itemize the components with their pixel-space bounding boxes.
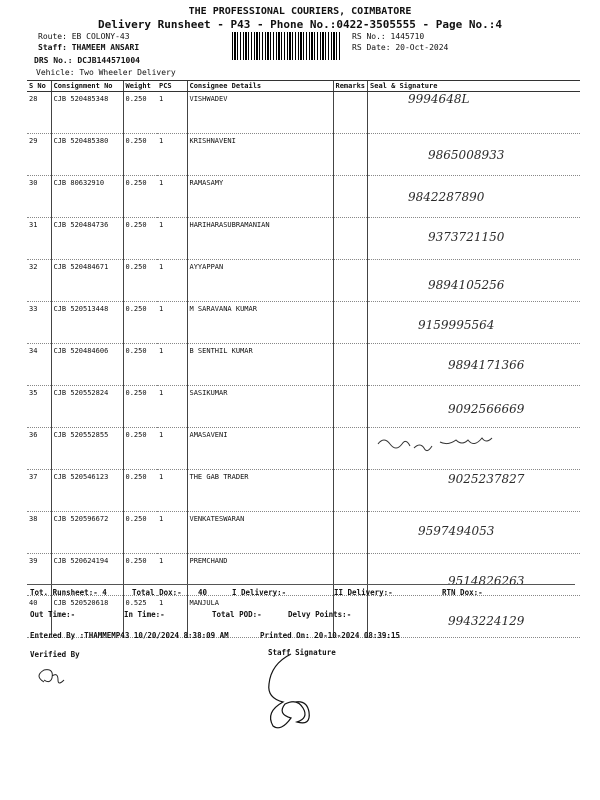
row-weight: 0.250 bbox=[123, 344, 157, 386]
row-pcs: 1 bbox=[157, 428, 187, 470]
col-consignee: Consignee Details bbox=[187, 81, 333, 92]
row-sno: 39 bbox=[27, 554, 51, 596]
row-consignee: VISHWADEV bbox=[187, 92, 333, 134]
staff: Staff: THAMEEM ANSARI bbox=[38, 43, 140, 52]
row-remarks bbox=[333, 512, 368, 554]
row-weight: 0.250 bbox=[123, 260, 157, 302]
row-remarks bbox=[333, 92, 368, 134]
row-pcs: 1 bbox=[157, 344, 187, 386]
table-row bbox=[27, 554, 580, 596]
row-weight: 0.250 bbox=[123, 554, 157, 596]
row-consignment: CJB 520484736 bbox=[51, 218, 123, 260]
row-consignee: PREMCHAND bbox=[187, 554, 333, 596]
col-remarks: Remarks bbox=[333, 81, 368, 92]
row-pcs: 1 bbox=[157, 554, 187, 596]
row-remarks bbox=[333, 344, 368, 386]
row-weight: 0.250 bbox=[123, 302, 157, 344]
row-consignee: MANJULA bbox=[187, 596, 333, 638]
staff-signature-label: Staff Signature bbox=[268, 648, 336, 657]
row-signature bbox=[368, 302, 580, 344]
ii-delivery: II Delivery:- bbox=[334, 588, 393, 597]
row-consignment: CJB 520484671 bbox=[51, 260, 123, 302]
row-weight: 0.250 bbox=[123, 92, 157, 134]
row-remarks bbox=[333, 176, 368, 218]
vehicle: Vehicle: Two Wheeler Delivery bbox=[36, 68, 176, 77]
in-time: In Time:- bbox=[124, 610, 165, 619]
row-consignee: THE GAB TRADER bbox=[187, 470, 333, 512]
row-signature bbox=[368, 134, 580, 176]
handwritten-signature: 9514826263 bbox=[448, 574, 525, 588]
row-pcs: 1 bbox=[157, 470, 187, 512]
row-sno: 28 bbox=[27, 92, 51, 134]
verified-by-signature bbox=[30, 660, 70, 690]
out-time: Out Time:- bbox=[30, 610, 76, 619]
row-consignee: M SARAVANA KUMAR bbox=[187, 302, 333, 344]
row-remarks bbox=[333, 134, 368, 176]
drs-number: DRS No.: DCJB144571004 bbox=[34, 56, 140, 65]
table-row bbox=[27, 344, 580, 386]
row-signature bbox=[368, 470, 580, 512]
row-pcs: 1 bbox=[157, 302, 187, 344]
row-weight: 0.250 bbox=[123, 176, 157, 218]
table-row bbox=[27, 176, 580, 218]
row-remarks bbox=[333, 470, 368, 512]
row-consignment: CJB 520520618 bbox=[51, 596, 123, 638]
row-pcs: 1 bbox=[157, 386, 187, 428]
runsheet-subtitle: Delivery Runsheet - P43 - Phone No.:0422-3505555 - Page No.:4 bbox=[98, 18, 502, 31]
row-signature bbox=[368, 512, 580, 554]
row-consignment: CJB 520513448 bbox=[51, 302, 123, 344]
runsheet-table bbox=[27, 80, 580, 638]
row-pcs: 1 bbox=[157, 218, 187, 260]
handwritten-signature: 9092566669 bbox=[448, 402, 525, 416]
row-pcs: 1 bbox=[157, 596, 187, 638]
handwritten-signature: 9994648L bbox=[408, 92, 470, 106]
handwritten-signature: 9943224129 bbox=[448, 614, 525, 628]
handwritten-signature: 9894171366 bbox=[448, 358, 525, 372]
row-consignment: CJB 520485348 bbox=[51, 92, 123, 134]
row-pcs: 1 bbox=[157, 134, 187, 176]
col-signature: Seal & Signature bbox=[368, 81, 580, 92]
entered-by: Entered By :THAMMEMP43 10/20/2024 8:38:09 AM bbox=[30, 631, 229, 640]
row-consignee: HARIHARASUBRAMANIAN bbox=[187, 218, 333, 260]
rtn-dox: RTN Dox:- bbox=[442, 588, 483, 597]
col-consignment: Consignment No bbox=[51, 81, 123, 92]
row-consignment: CJB 520485380 bbox=[51, 134, 123, 176]
row-sno: 37 bbox=[27, 470, 51, 512]
row-weight: 0.250 bbox=[123, 386, 157, 428]
row-sno: 34 bbox=[27, 344, 51, 386]
col-sno: S No bbox=[27, 81, 51, 92]
footer-divider bbox=[27, 584, 575, 585]
handwritten-signature: 9865008933 bbox=[428, 148, 505, 162]
row-consignee: B SENTHIL KUMAR bbox=[187, 344, 333, 386]
row-sno: 40 bbox=[27, 596, 51, 638]
tot-runsheet: Tot. Runsheet:- 4 bbox=[30, 588, 107, 597]
table-row bbox=[27, 428, 580, 470]
table-row bbox=[27, 134, 580, 176]
row-consignment: CJB 520624194 bbox=[51, 554, 123, 596]
table-row bbox=[27, 218, 580, 260]
row-consignment: CJB 520596672 bbox=[51, 512, 123, 554]
row-weight: 0.250 bbox=[123, 428, 157, 470]
row-pcs: 1 bbox=[157, 260, 187, 302]
handwritten-signature: 9373721150 bbox=[428, 230, 505, 244]
row-weight: 0.525 bbox=[123, 596, 157, 638]
row-signature bbox=[368, 344, 580, 386]
rs-number: RS No.: 1445710 bbox=[352, 32, 425, 41]
table-row bbox=[27, 512, 580, 554]
verified-by: Verified By bbox=[30, 650, 80, 659]
i-delivery: I Delivery:- bbox=[232, 588, 287, 597]
handwritten-signature: 9159995564 bbox=[418, 318, 495, 332]
row-consignment: CJB 520546123 bbox=[51, 470, 123, 512]
col-weight: Weight bbox=[123, 81, 157, 92]
table-row bbox=[27, 260, 580, 302]
total-dox-value: 40 bbox=[198, 588, 208, 597]
row-sno: 32 bbox=[27, 260, 51, 302]
table-row bbox=[27, 386, 580, 428]
row-signature bbox=[368, 218, 580, 260]
table-header bbox=[27, 81, 580, 92]
row-sno: 33 bbox=[27, 302, 51, 344]
row-signature bbox=[368, 176, 580, 218]
handwritten-signature bbox=[368, 428, 568, 464]
handwritten-signature: 9597494053 bbox=[418, 524, 495, 538]
col-pcs: PCS bbox=[157, 81, 187, 92]
handwritten-signature: 9842287890 bbox=[408, 190, 485, 204]
row-consignment: CJB 520484606 bbox=[51, 344, 123, 386]
table-row bbox=[27, 92, 580, 134]
row-pcs: 1 bbox=[157, 512, 187, 554]
handwritten-signature: 9894105256 bbox=[428, 278, 505, 292]
row-signature bbox=[368, 428, 580, 470]
row-consignment: CJB 80632910 bbox=[51, 176, 123, 218]
row-pcs: 1 bbox=[157, 92, 187, 134]
row-remarks bbox=[333, 428, 368, 470]
printed-on: Printed On: 20-10-2024 08:39:15 bbox=[260, 631, 400, 640]
row-signature bbox=[368, 92, 580, 134]
row-remarks bbox=[333, 302, 368, 344]
row-consignment: CJB 520552824 bbox=[51, 386, 123, 428]
row-sno: 31 bbox=[27, 218, 51, 260]
table-row bbox=[27, 302, 580, 344]
row-sno: 29 bbox=[27, 134, 51, 176]
row-consignee: AMASAVENI bbox=[187, 428, 333, 470]
route: Route: EB COLONY-43 bbox=[38, 32, 130, 41]
company-title: THE PROFESSIONAL COURIERS, COIMBATORE bbox=[188, 6, 412, 17]
rs-date: RS Date: 20-Oct-2024 bbox=[352, 43, 449, 52]
row-remarks bbox=[333, 218, 368, 260]
total-dox-label: Total Dox:- bbox=[132, 588, 182, 597]
row-weight: 0.250 bbox=[123, 470, 157, 512]
total-pod: Total POD:- bbox=[212, 610, 262, 619]
row-sno: 36 bbox=[27, 428, 51, 470]
row-weight: 0.250 bbox=[123, 134, 157, 176]
table-row bbox=[27, 470, 580, 512]
row-consignee: VENKATESWARAN bbox=[187, 512, 333, 554]
barcode bbox=[232, 32, 340, 60]
row-remarks bbox=[333, 386, 368, 428]
row-consignee: KRISHNAVENI bbox=[187, 134, 333, 176]
row-signature bbox=[368, 260, 580, 302]
row-pcs: 1 bbox=[157, 176, 187, 218]
row-sno: 30 bbox=[27, 176, 51, 218]
handwritten-signature: 9025237827 bbox=[448, 472, 525, 486]
row-consignee: RAMASAMY bbox=[187, 176, 333, 218]
row-signature bbox=[368, 386, 580, 428]
row-weight: 0.250 bbox=[123, 512, 157, 554]
row-remarks bbox=[333, 260, 368, 302]
row-sno: 35 bbox=[27, 386, 51, 428]
row-consignee: SASIKUMAR bbox=[187, 386, 333, 428]
row-consignment: CJB 520552855 bbox=[51, 428, 123, 470]
delvy-points: Delvy Points:- bbox=[288, 610, 352, 619]
staff-signature-mark bbox=[255, 652, 335, 730]
row-sno: 38 bbox=[27, 512, 51, 554]
row-consignee: AYYAPPAN bbox=[187, 260, 333, 302]
row-weight: 0.250 bbox=[123, 218, 157, 260]
